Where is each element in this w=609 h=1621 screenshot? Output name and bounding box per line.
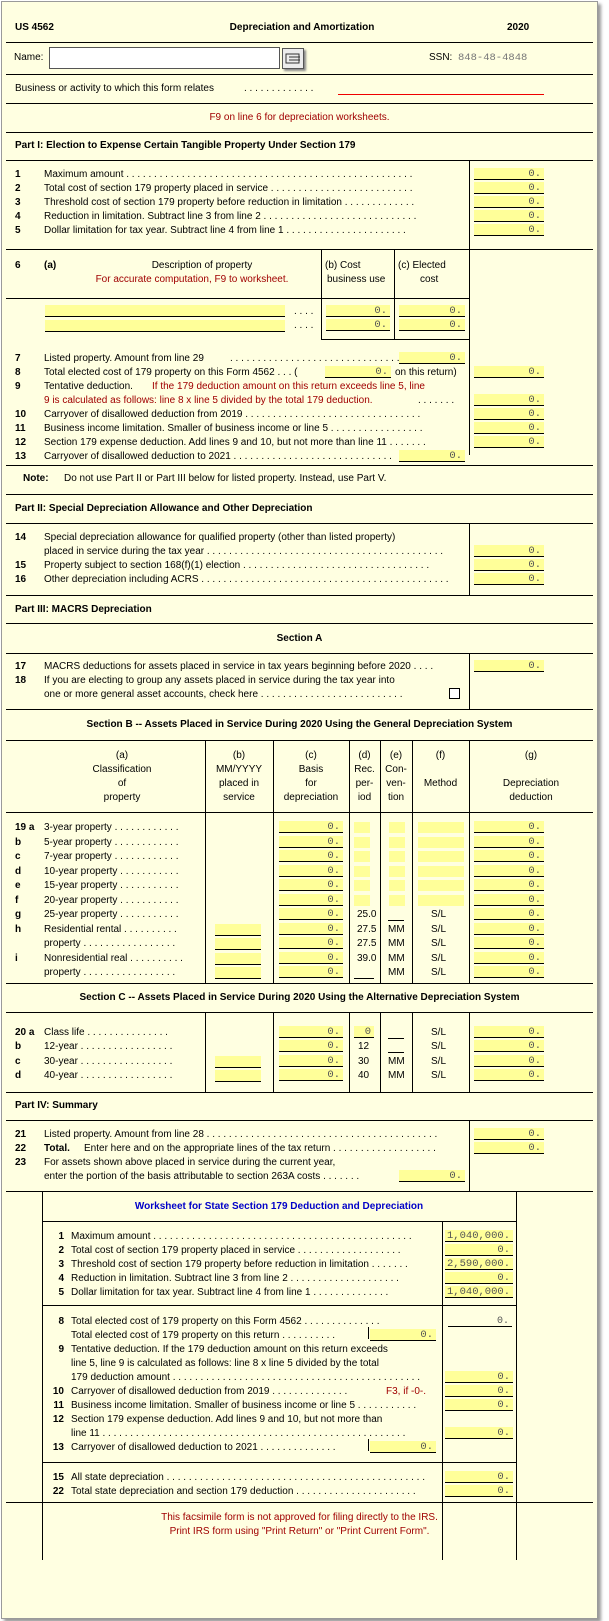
secB-basis-field[interactable]: 0. (279, 937, 343, 949)
secB-placed-field[interactable] (215, 967, 261, 978)
secB-deduction-field[interactable]: 0. (474, 937, 544, 949)
secB-conv-field[interactable] (389, 880, 405, 891)
p1-line10-field[interactable]: 0. (474, 408, 544, 420)
secB-row-label: Nonresidential real . . . . . . . . . . (44, 953, 183, 964)
p1-line9-label: Tentative deduction. (44, 381, 133, 392)
secC-deduction-field[interactable]: 0. (474, 1055, 544, 1067)
p1-line5-label: Dollar limitation for tax year. Subtract line 4 from line 1 . . . . . . . . . . . . . . . . . . . . . . (44, 225, 406, 236)
business-label: Business or activity to which this form relates (15, 83, 214, 94)
p2-line14-field[interactable]: 0. (474, 545, 544, 557)
secB-placed-field[interactable] (215, 938, 261, 949)
ws-line1-field[interactable]: 1,040,000. (445, 1230, 513, 1242)
secB-method: S/L (431, 967, 447, 978)
secB-method: S/L (431, 924, 447, 935)
secB-method-field[interactable] (418, 880, 464, 891)
secB-basis-field[interactable]: 0. (279, 923, 343, 935)
secB-conv-field[interactable] (389, 851, 405, 862)
secB-period-field[interactable] (354, 866, 370, 877)
secC-placed-line (215, 1067, 261, 1068)
p4-line23-field[interactable]: 0. (399, 1170, 465, 1182)
ws-line10-field[interactable]: 0. (445, 1385, 513, 1397)
ws-line5-field[interactable]: 1,040,000. (445, 1286, 513, 1298)
secB-basis-field[interactable]: 0. (279, 836, 343, 848)
secC-basis-field[interactable]: 0. (279, 1026, 343, 1038)
secC-basis-field[interactable]: 0. (279, 1055, 343, 1067)
p1-line2-field[interactable]: 0. (474, 182, 544, 194)
secB-method: S/L (431, 909, 447, 920)
secC-basis-field[interactable]: 0. (279, 1040, 343, 1052)
tax-year: 2020 (507, 22, 530, 33)
secB-deduction-field[interactable]: 0. (474, 894, 544, 906)
p1-line5-field[interactable]: 0. (474, 224, 544, 236)
secC-row-label: Class life . . . . . . . . . . . . . . . (44, 1027, 168, 1038)
secB-placed-line (215, 949, 261, 950)
secC-method: S/L (431, 1041, 447, 1052)
p1-line3-label: Threshold cost of section 179 property before reduction in limitation . . . . . . . . . . . . . (44, 197, 415, 208)
p1-line7-field[interactable]: 0. (399, 352, 465, 364)
secB-method: S/L (431, 953, 447, 964)
secB-row-label: property . . . . . . . . . . . . . . . . . (44, 938, 176, 949)
secC-period: 40 (358, 1070, 370, 1081)
secC-method: S/L (431, 1027, 447, 1038)
secB-period: 27.5 (357, 938, 377, 949)
section-a-title: Section A (276, 633, 323, 644)
secB-conv: MM (388, 938, 405, 949)
secB-placed-field[interactable] (215, 924, 261, 935)
l6-hint: For accurate computation, F9 to worksheet. (95, 274, 289, 285)
section-b-title: Section B -- Assets Placed in Service During 2020 Using the General Depreciation System (86, 719, 513, 730)
secB-conv-field[interactable] (389, 866, 405, 877)
secC-conv-line (388, 1038, 404, 1039)
secB-row-label: 3-year property . . . . . . . . . . . . (44, 822, 179, 833)
l6-cost-1[interactable]: 0. (326, 305, 390, 317)
p1-line3-field[interactable]: 0. (474, 196, 544, 208)
secB-conv-line (388, 920, 404, 921)
general-asset-checkbox[interactable] (449, 688, 460, 699)
p2-line15-field[interactable]: 0. (474, 559, 544, 571)
secB-deduction-field[interactable]: 0. (474, 865, 544, 877)
p2-line16-field[interactable]: 0. (474, 573, 544, 585)
worksheet-title: Worksheet for State Section 179 Deduction and Depreciation (134, 1201, 424, 1212)
secC-row-label: 12-year . . . . . . . . . . . . . . . . . (44, 1041, 173, 1052)
secB-placed-field[interactable] (215, 953, 261, 964)
secB-conv: MM (388, 953, 405, 964)
secC-row-num: 20 a (15, 1027, 35, 1038)
secB-deduction-field[interactable]: 0. (474, 836, 544, 848)
secB-period-field[interactable] (354, 822, 370, 833)
secB-conv-field[interactable] (389, 837, 405, 848)
p1-line11-field[interactable]: 0. (474, 422, 544, 434)
secB-row-num: e (15, 880, 21, 891)
secB-row-label: 7-year property . . . . . . . . . . . . (44, 851, 179, 862)
ws-line3-field[interactable]: 2,590,000. (445, 1258, 513, 1270)
ssn-label: SSN: (429, 52, 453, 63)
footer-line1: This facsimile form is not approved for filing directly to the IRS. (161, 1512, 438, 1523)
secB-method-field[interactable] (418, 895, 464, 906)
lookup-icon (283, 49, 303, 68)
secC-deduction-field[interactable]: 0. (474, 1026, 544, 1038)
secC-deduction-field[interactable]: 0. (474, 1069, 544, 1081)
secB-deduction-field[interactable]: 0. (474, 952, 544, 964)
secB-row-label: 10-year property . . . . . . . . . . . (44, 866, 179, 877)
secB-row-label: 25-year property . . . . . . . . . . . (44, 909, 179, 920)
ws-line2-field[interactable]: 0. (445, 1244, 513, 1256)
ws-line15-field[interactable]: 0. (445, 1471, 513, 1483)
secB-period: 25.0 (357, 909, 377, 920)
secC-conv: MM (388, 1056, 405, 1067)
secC-placed-line (215, 1081, 261, 1082)
secB-row-num: g (15, 909, 22, 920)
secB-row-num: f (15, 895, 19, 906)
secB-period: 27.5 (357, 924, 377, 935)
secC-basis-field[interactable]: 0. (279, 1069, 343, 1081)
form-4562-page: US 4562 Depreciation and Amortization 2020 Name: SSN: 848-48-4848 Business or activity to which this form relates . . . . . . . . . . . . . F9 on line 6 for depreciation worksheets. Part I: Election to Expense Certain Tangible Property Under Section 179 1 Maximum amount . . . . . . . . . . . . . . . . . . . . . . . . . . . . . . . . . . . . . . . . . . . . . . . . . . . . 0. 2 Total cost of section 179 property placed in service . . . . . . . . . . . . . . . . . . . . . . . . . . 0. 3 Threshold cost of section 179 property before reduction in limitation . . . . . . . . . . . . . 0. 4 Reduction in limitation. Subtract line 3 from line 2 . . . . . . . . . . . . . . . . . . . . . . . . . . . . 0. 5 Dollar limitation for tax year. Subtract line 4 from line 1 . . . . . . . . . . . . . . . . . . . . . . 0. 6 (a) Description of property For accurate computation, F9 to worksheet. (b) Cost business use (c) Elected cost . . . . . . . . 0. 0. 0. 0. 7 Listed property. Amount from line 29 . . . . . . . . . . . . . . . . . . . . . . . . . . . . . . . 0. 8 Total elected cost of 179 property on this Form 4562 . . . ( 0. on this return) 0. 9 Tentative deduction. If the 179 deduction amount on this return exceeds line 5, line 9 is calculated as follows: line 8 x line 5 divided by the total 179 deduction. . . . . . . . 0. 10 Carryover of disallowed deduction from 2019 . . . . . . . . . . . . . . . . . . . . . . . . . . . . . . . . 0. 11 Business income limitation. Smaller of business income or line 5 . . . . . . . . . . . . . . . . . 0. 12 Section 179 expense deduction. Add lines 9 and 10, but not more than line 11 . . . . . . . 0. 13 Carryover of disallowed deduction to 2021 . . . . . . . . . . . . . . . . . . . . . . . . . . . . . 0. Note: Do not use Part II or Part III below for listed property. Instead, use Part V. Part II: Special Depreciation Allowance and Other Depreciation 14 Special depreciation allowance for qualified property (other than listed property) placed in service during the tax year . . . . . . . . . . . . . . . . . . . . . . . . . . . . . . . . . . . . . . . . . . . 0. 15 Property subject to section 168(f)(1) election . . . . . . . . . . . . . . . . . . . . . . . . . . . . . . . . . . 0. 16 Other depreciation including ACRS . . . . . . . . . . . . . . . . . . . . . . . . . . . . . . . . . . . . . . . . . . . . . 0. Part III: MACRS Depreciation Section A 17 MACRS deductions for assets placed in service in tax years beginning before 2020 . . . . 0. 18 If you are electing to group any assets placed in service during the tax year into one or more general asset accounts, check here . . . . . . . . . . . . . . . . . . . . . . . . . . Section B -- Assets Placed in Service During 2020 Using the General Depreciation System (a) Classification of property (b) MM/YYYY placed in service (c) Basis for depreciation (d) Rec. per- iod (e) Con- ven- tion (f) Method (g) Depreciation deduction 19 a 3-year property . . . . . . . . . . . . 0. 0. b 5-year property . . . . . . . . . . . . 0. 0. c 7-year property . . . . . . . . . . . . 0. 0. d 10-year property . . . . . . . . . . . 0. 0. e 15-year property . . . . . . . . . . . 0. 0. f 20-year property . . . . . . . . . . . 0. 0. g 25-year property . . . . . . . . . . . 0. 25.0 S/L 0. h Residential rental . . . . . . . . . . 0. 27.5 MM S/L 0. property . . . . . . . . . . . . . . . . . 0. 27.5 MM S/L 0. i Nonresidential real . . . . . . . . . . 0. 39.0 MM S/L 0. property . . . . . . . . . . . . . . . . . 0. MM S/L 0. Section C -- Assets Placed in Service During 2020 Using the Alternative Depreciation System 20 a Class life . . . . . . . . . . . . . . . 0. 0 S/L 0. b 12-year . . . . . . . . . . . . . . . . . 0. 12 S/L 0. c 30-year . . . . . . . . . . . . . . . . . 0. 30 MM S/L 0. d 40-year . . . . . . . . . . . . . . . . . 0. 40 MM S/L 0. Part IV: Summary 21 Listed property. Amount from line 28 . . . . . . . . . . . . . . . . . . . . . . . . . . . . . . . . . . . . . . . . . . 0. 22 Total. Enter here and on the appropriate lines of the tax return . . . . . . . . . . . . . . . . . . . 0. 23 For assets shown above placed in service during the current year, enter the portion of the basis attributable to section 263A costs . . . . . . . 0. Worksheet for State Section 179 Deduction and Depreciation 1 Maximum amount . . . . . . . . . . . . . . . . . . . . . . . . . . . . . . . . . . . . . . . . . . . . . . . 1,040,000. 2 Total cost of section 179 property placed in service . . . . . . . . . . . . . . . . . . . 0. 3 Threshold cost of section 179 property before reduction in limitation . . . . . . . 2,590,000. 4 Reduction in limitation. Subtract line 3 from line 2 . . . . . . . . . . . . . . . . . . . . 0. 5 Dollar limitation for tax year. Subtract line 4 from line 1 . . . . . . . . . . . . . . 1,040,000. 8 Total elected cost of 179 property on this Form 4562 . . . . . . . . . . . . . . 0. Total elected cost of 179 property on this return . . . . . . . . . . 0. 9 Tentative deduction. If the 179 deduction amount on this return exceeds line 5, line 9 is calculated as follows: line 8 x line 5 divided by the total 179 deduction amount . . . . . . . . . . . . . . . . . . . . . . . . . . . . . . . . . . . . . . . . . . . . . 0. 10 Carryover of disallowed deduction from 2019 . . . . . . . . . . . . . . F3, if -0-. 0. 11 Business income limitation. Smaller of business income or line 5 . . . . . . . . . . . 0. 12 Section 179 expense deduction. Add lines 9 and 10, but not more than line 11 . . . . . . . . . . . . . . . . . . . . . . . . . . . . . . . . . . . . . . . . . . . . . . . . . . . . . . . 0. 13 Carryover of disallowed deduction to 2021 . . . . . . . . . . . . . . 0. 15 All state depreciation . . . . . . . . . . . . . . . . . . . . . . . . . . . . . . . . . . . . . . . . . . . . . . . 0. 22 Total state depreciation and section 179 deduction . . . . . . . . . . . . . . . . . . . . . . 0. This facsimile form is not approved for filing directly to the IRS. Print IRS form using "Print Return" or "Print Current Form". (1, 1, 598, 1619)
secB-basis-field[interactable]: 0. (279, 865, 343, 877)
secB-row-num: c (15, 851, 21, 862)
ws-line22-field[interactable]: 0. (445, 1485, 513, 1497)
secB-basis-field[interactable]: 0. (279, 894, 343, 906)
p1-line13-field[interactable]: 0. (399, 450, 465, 462)
secB-deduction-field[interactable]: 0. (474, 879, 544, 891)
secB-row-num: h (15, 924, 22, 935)
secB-row-label: property . . . . . . . . . . . . . . . . . (44, 967, 176, 978)
secB-row-num: 19 a (15, 822, 35, 833)
secB-row-label: 20-year property . . . . . . . . . . . (44, 895, 179, 906)
ws-line9-field[interactable]: 0. (445, 1371, 513, 1383)
secB-period-field[interactable] (354, 895, 370, 906)
p1-line1-field[interactable]: 0. (474, 168, 544, 180)
secB-period-field[interactable] (354, 837, 370, 848)
secB-conv-field[interactable] (389, 895, 405, 906)
secB-placed-line (215, 964, 261, 965)
p4-line21-field[interactable]: 0. (474, 1128, 544, 1140)
secB-deduction-field[interactable]: 0. (474, 821, 544, 833)
secC-row-num: d (15, 1070, 22, 1081)
part-note: Do not use Part II or Part III below for listed property. Instead, use Part V. (64, 473, 387, 484)
secB-deduction-field[interactable]: 0. (474, 908, 544, 920)
secB-basis-field[interactable]: 0. (279, 952, 343, 964)
secC-row-num: b (15, 1041, 22, 1052)
secC-period-field[interactable]: 0 (354, 1026, 374, 1038)
f9-note: F9 on line 6 for depreciation worksheets. (209, 112, 390, 123)
secC-conv: MM (388, 1070, 405, 1081)
secB-deduction-field[interactable]: 0. (474, 923, 544, 935)
secC-row-num: c (15, 1056, 21, 1067)
secC-placed-field[interactable] (215, 1070, 261, 1081)
part3-title: Part III: MACRS Depreciation (15, 604, 152, 615)
secB-row-num: d (15, 866, 22, 877)
secB-period-line (354, 978, 374, 979)
secC-period: 30 (358, 1056, 370, 1067)
l6-cost-2[interactable]: 0. (326, 319, 390, 331)
secB-row-label: 15-year property . . . . . . . . . . . (44, 880, 179, 891)
p1-line2-label: Total cost of section 179 property placed in service . . . . . . . . . . . . . . . . . . . . . . . . . . (44, 183, 413, 194)
secC-method: S/L (431, 1070, 447, 1081)
secB-method-field[interactable] (418, 851, 464, 862)
secB-row-num: i (15, 953, 18, 964)
secB-conv: MM (388, 967, 405, 978)
secC-method: S/L (431, 1056, 447, 1067)
secC-row-label: 40-year . . . . . . . . . . . . . . . . . (44, 1070, 173, 1081)
name-lookup-button[interactable] (282, 48, 304, 69)
l6-elected-2[interactable]: 0. (399, 319, 465, 331)
secB-row-num: b (15, 837, 22, 848)
secC-row-label: 30-year . . . . . . . . . . . . . . . . . (44, 1056, 173, 1067)
part2-title: Part II: Special Depreciation Allowance and Other Depreciation (15, 503, 313, 514)
ws-line8-field[interactable]: 0. (496, 1316, 509, 1327)
l6-elected-1[interactable]: 0. (399, 305, 465, 317)
p1-line12-field[interactable]: 0. (474, 436, 544, 448)
footer-line2: Print IRS form using "Print Return" or "Print Current Form". (169, 1526, 430, 1537)
secB-basis-field[interactable]: 0. (279, 821, 343, 833)
p1-line9-field[interactable]: 0. (474, 394, 544, 406)
ws-line8b-field[interactable]: 0. (370, 1329, 436, 1341)
ws-line11-field[interactable]: 0. (445, 1399, 513, 1411)
p3-line17-field[interactable]: 0. (474, 660, 544, 672)
secB-deduction-field[interactable]: 0. (474, 850, 544, 862)
secB-period-field[interactable] (354, 880, 370, 891)
l6-desc-field-2[interactable] (45, 320, 285, 331)
p4-line22-field[interactable]: 0. (474, 1142, 544, 1154)
secB-conv-field[interactable] (389, 822, 405, 833)
secB-method-field[interactable] (418, 837, 464, 848)
secB-placed-line (215, 978, 261, 979)
ws-line13-field[interactable]: 0. (370, 1441, 436, 1453)
secC-period: 12 (358, 1041, 370, 1052)
l6-desc-field-1[interactable] (45, 305, 285, 316)
p1-line4-field[interactable]: 0. (474, 210, 544, 222)
ssn-value[interactable]: 848-48-4848 (458, 52, 528, 64)
secB-method: S/L (431, 938, 447, 949)
secB-row-label: Residential rental . . . . . . . . . . (44, 924, 177, 935)
secB-row-label: 5-year property . . . . . . . . . . . . (44, 837, 179, 848)
secC-conv-line (388, 1052, 404, 1053)
secB-deduction-field[interactable]: 0. (474, 966, 544, 978)
name-label: Name: (14, 52, 44, 63)
p1-line7-label: Listed property. Amount from line 29 (44, 353, 204, 364)
l6-desc-header: Description of property (151, 260, 253, 271)
secB-method-field[interactable] (418, 866, 464, 877)
p1-line8-label: Total elected cost of 179 property on this Form 4562 . . . ( (44, 367, 298, 378)
form-title: Depreciation and Amortization (229, 22, 375, 33)
part1-title: Part I: Election to Expense Certain Tangible Property Under Section 179 (15, 140, 356, 151)
secB-method-field[interactable] (418, 822, 464, 833)
name-input[interactable] (49, 47, 280, 69)
business-input[interactable] (338, 82, 544, 95)
secC-deduction-field[interactable]: 0. (474, 1040, 544, 1052)
p1-line1-label: Maximum amount . . . . . . . . . . . . . . . . . . . . . . . . . . . . . . . . . . . . . . . . . . . . . . . . . . . . (44, 169, 413, 180)
secB-period: 39.0 (357, 953, 377, 964)
part4-title: Part IV: Summary (15, 1100, 98, 1111)
ws-line12-field[interactable]: 0. (445, 1427, 513, 1439)
section-c-title: Section C -- Assets Placed in Service During 2020 Using the Alternative Depreciation System (79, 992, 520, 1003)
secB-placed-line (215, 935, 261, 936)
secB-basis-field[interactable]: 0. (279, 850, 343, 862)
form-number: US 4562 (15, 22, 54, 33)
p1-line8-field[interactable]: 0. (474, 366, 544, 378)
secB-conv: MM (388, 924, 405, 935)
ws-line4-field[interactable]: 0. (445, 1272, 513, 1284)
secC-placed-field[interactable] (215, 1056, 261, 1067)
secB-period-field[interactable] (354, 851, 370, 862)
secB-basis-field[interactable]: 0. (279, 879, 343, 891)
p1-line8-mid[interactable]: 0. (325, 366, 391, 378)
secB-basis-field[interactable]: 0. (279, 908, 343, 920)
p1-line4-label: Reduction in limitation. Subtract line 3 from line 2 . . . . . . . . . . . . . . . . . . . . . . . . . . . . (44, 211, 417, 222)
secB-basis-field[interactable]: 0. (279, 966, 343, 978)
